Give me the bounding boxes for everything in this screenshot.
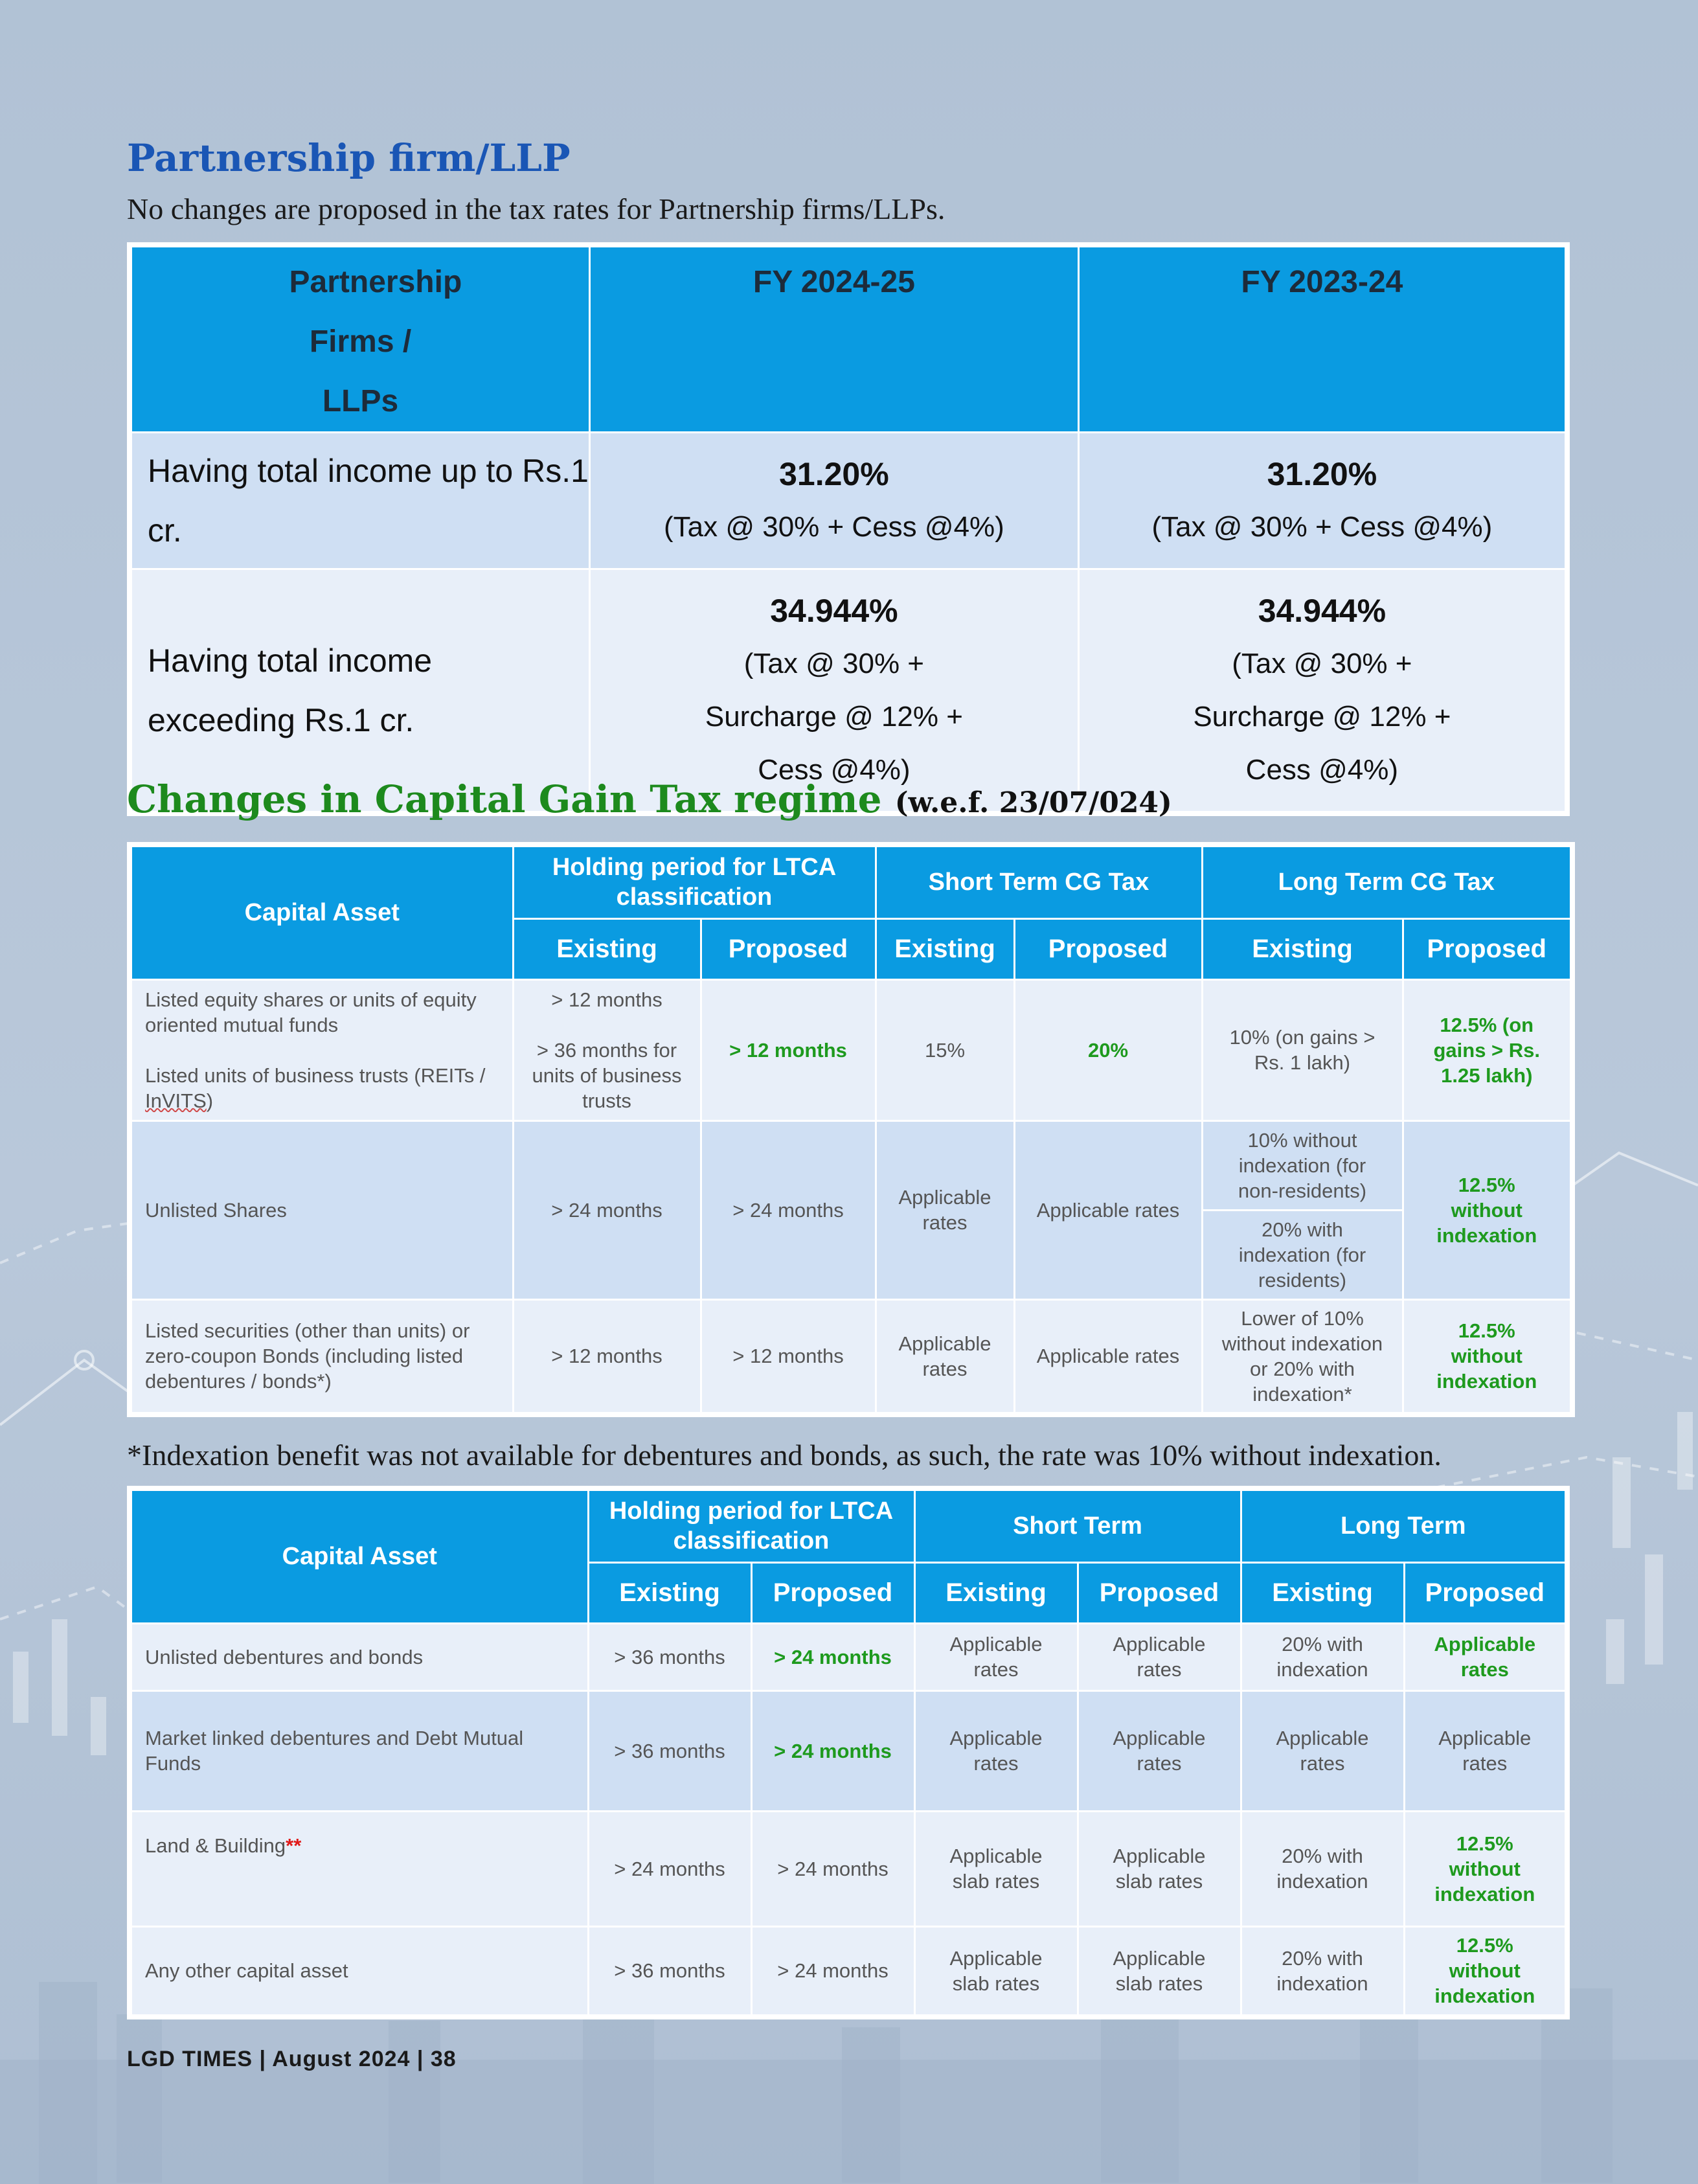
subheader-existing: Existing [914,1562,1078,1623]
long-term-proposed: 12.5% (on gains > Rs. 1.25 lakh) [1403,979,1572,1120]
long-term-existing: Lower of 10% without indexation or 20% with indexation* [1202,1299,1403,1415]
header-fy2324: FY 2023-24 [1078,245,1567,433]
asset-name: Listed securities (other than units) or zero-coupon Bonds (including listed debentures / bonds*) [130,1299,513,1415]
subheader-existing: Existing [1241,1562,1404,1623]
capital-gain-table-debt-property [127,1486,1570,2019]
partnership-subtitle: No changes are proposed in the tax rates for Partnership firms/LLPs. [127,192,945,225]
partnership-title: Partnership firm/LLP [127,136,571,180]
rate-value: 31.20% [1267,456,1377,492]
row-label: Having total income up to Rs.1 cr. [130,433,590,569]
header-entity [130,245,590,433]
holding-proposed: > 24 months [751,1690,914,1811]
holding-proposed: > 24 months [701,1120,876,1299]
short-term-existing: Applicable rates [914,1690,1078,1811]
table-row [130,433,1567,569]
holding-existing: > 36 months [588,1623,751,1690]
asset-name: Unlisted debentures and bonds [130,1623,588,1690]
long-term-proposed: Applicable rates [1404,1690,1567,1811]
header-entity-label: Partnership Firms / LLPs [289,265,462,418]
short-term-proposed: Applicable rates [1078,1623,1241,1690]
table-row [130,1926,1567,2017]
asset-cell [130,1811,588,1926]
asset-name: Market linked debentures and Debt Mutual Funds [130,1690,588,1811]
asset-name: Any other capital asset [130,1926,588,2017]
asset-cell [130,979,513,1120]
page-footer: LGD TIMES | August 2024 | 38 [127,2047,457,2071]
long-term-proposed: 12.5% without indexation [1403,1299,1572,1415]
short-term-proposed: Applicable rates [1014,1120,1202,1299]
long-term-existing: 20% with indexation [1241,1926,1404,2017]
header-fy2425: FY 2024-25 [590,245,1079,433]
subheader-existing: Existing [588,1562,751,1623]
holding-existing: > 36 months [588,1690,751,1811]
short-term-existing: 15% [876,979,1014,1120]
asset-name: Unlisted Shares [130,1120,513,1299]
header-holding-period: Holding period for LTCA classification [513,845,876,918]
rate-value: 34.944% [770,593,898,629]
header-capital-asset: Capital Asset [130,1488,588,1623]
long-term-existing: Applicable rates [1241,1690,1404,1811]
long-term-existing: 20% with indexation [1241,1811,1404,1926]
header-short-term: Short Term [914,1488,1241,1562]
table-row [130,979,1572,1120]
short-term-proposed: Applicable slab rates [1078,1811,1241,1926]
holding-existing: > 24 months [513,1120,701,1299]
subheader-proposed: Proposed [1078,1562,1241,1623]
subheader-proposed: Proposed [751,1562,914,1623]
subheader-proposed: Proposed [1403,918,1572,979]
short-term-existing: Applicable slab rates [914,1926,1078,2017]
holding-proposed: > 24 months [751,1926,914,2017]
short-term-existing: Applicable rates [876,1120,1014,1299]
holding-existing [513,979,701,1120]
header-holding-period: Holding period for LTCA classification [588,1488,914,1562]
row-label-text: Having total income exceeding Rs.1 cr. [148,643,433,738]
rate-note: (Tax @ 30% + Surcharge @ 12% + Cess @4%) [1193,648,1451,786]
header-short-term: Short Term CG Tax [876,845,1202,918]
subheader-proposed: Proposed [1014,918,1202,979]
rate-cell [1078,433,1567,569]
holding-existing-b: > 36 months for units of business trusts [532,1038,682,1112]
holding-proposed: > 12 months [701,979,876,1120]
table-row [130,1811,1567,1926]
table-row [130,1623,1567,1690]
short-term-proposed: Applicable rates [1014,1299,1202,1415]
long-term-proposed: Applicable rates [1404,1623,1567,1690]
subheader-existing: Existing [876,918,1014,979]
asset-footnote-mark: ** [286,1834,302,1857]
rate-note: (Tax @ 30% + Surcharge @ 12% + Cess @4%) [705,648,963,786]
long-term-proposed: 12.5% without indexation [1404,1811,1567,1926]
header-capital-asset: Capital Asset [130,845,513,979]
long-term-existing-nonresident: 10% without indexation (for non-residents) [1202,1120,1403,1210]
holding-existing: > 36 months [588,1926,751,2017]
holding-proposed: > 24 months [751,1811,914,1926]
holding-proposed: > 12 months [701,1299,876,1415]
indexation-footnote: *Indexation benefit was not available for debentures and bonds, as such, the rate was 10% without indexation. [127,1439,1442,1472]
holding-existing: > 12 months [513,1299,701,1415]
rate-cell [590,433,1079,569]
partnership-tax-table [127,242,1570,816]
subheader-proposed: Proposed [1404,1562,1567,1623]
rate-note: (Tax @ 30% + Cess @4%) [1151,511,1493,543]
capital-gain-title-text: Changes in Capital Gain Tax regime [127,777,882,821]
long-term-proposed: 12.5% without indexation [1404,1926,1567,2017]
table-row [130,1690,1567,1811]
subheader-existing: Existing [1202,918,1403,979]
long-term-existing-resident: 20% with indexation (for residents) [1202,1210,1403,1299]
capital-gain-table-equity [127,842,1575,1417]
capital-gain-title [127,777,1172,821]
asset-name: Listed equity shares or units of equity oriented mutual funds [145,988,477,1036]
short-term-proposed: 20% [1014,979,1202,1120]
rate-note: (Tax @ 30% + Cess @4%) [663,511,1004,543]
rate-value: 34.944% [1258,593,1387,629]
long-term-proposed: 12.5% without indexation [1403,1120,1572,1299]
holding-existing: > 24 months [588,1811,751,1926]
subheader-proposed: Proposed [701,918,876,979]
short-term-existing: Applicable rates [876,1299,1014,1415]
table-row [130,1120,1572,1210]
header-long-term: Long Term [1241,1488,1567,1562]
short-term-existing: Applicable slab rates [914,1811,1078,1926]
subheader-existing: Existing [513,918,701,979]
header-long-term: Long Term CG Tax [1202,845,1572,918]
long-term-existing: 20% with indexation [1241,1623,1404,1690]
asset-name: Listed units of business trusts (REITs / InVITS) [145,1064,486,1112]
rate-value: 31.20% [779,456,889,492]
short-term-existing: Applicable rates [914,1623,1078,1690]
asset-name: Land & Building [145,1834,286,1857]
short-term-proposed: Applicable rates [1078,1690,1241,1811]
holding-proposed: > 24 months [751,1623,914,1690]
table-row [130,1299,1572,1415]
capital-gain-effective-date: (w.e.f. 23/07/024) [894,786,1172,819]
short-term-proposed: Applicable slab rates [1078,1926,1241,2017]
long-term-existing: 10% (on gains > Rs. 1 lakh) [1202,979,1403,1120]
holding-existing-a: > 12 months [551,988,662,1011]
